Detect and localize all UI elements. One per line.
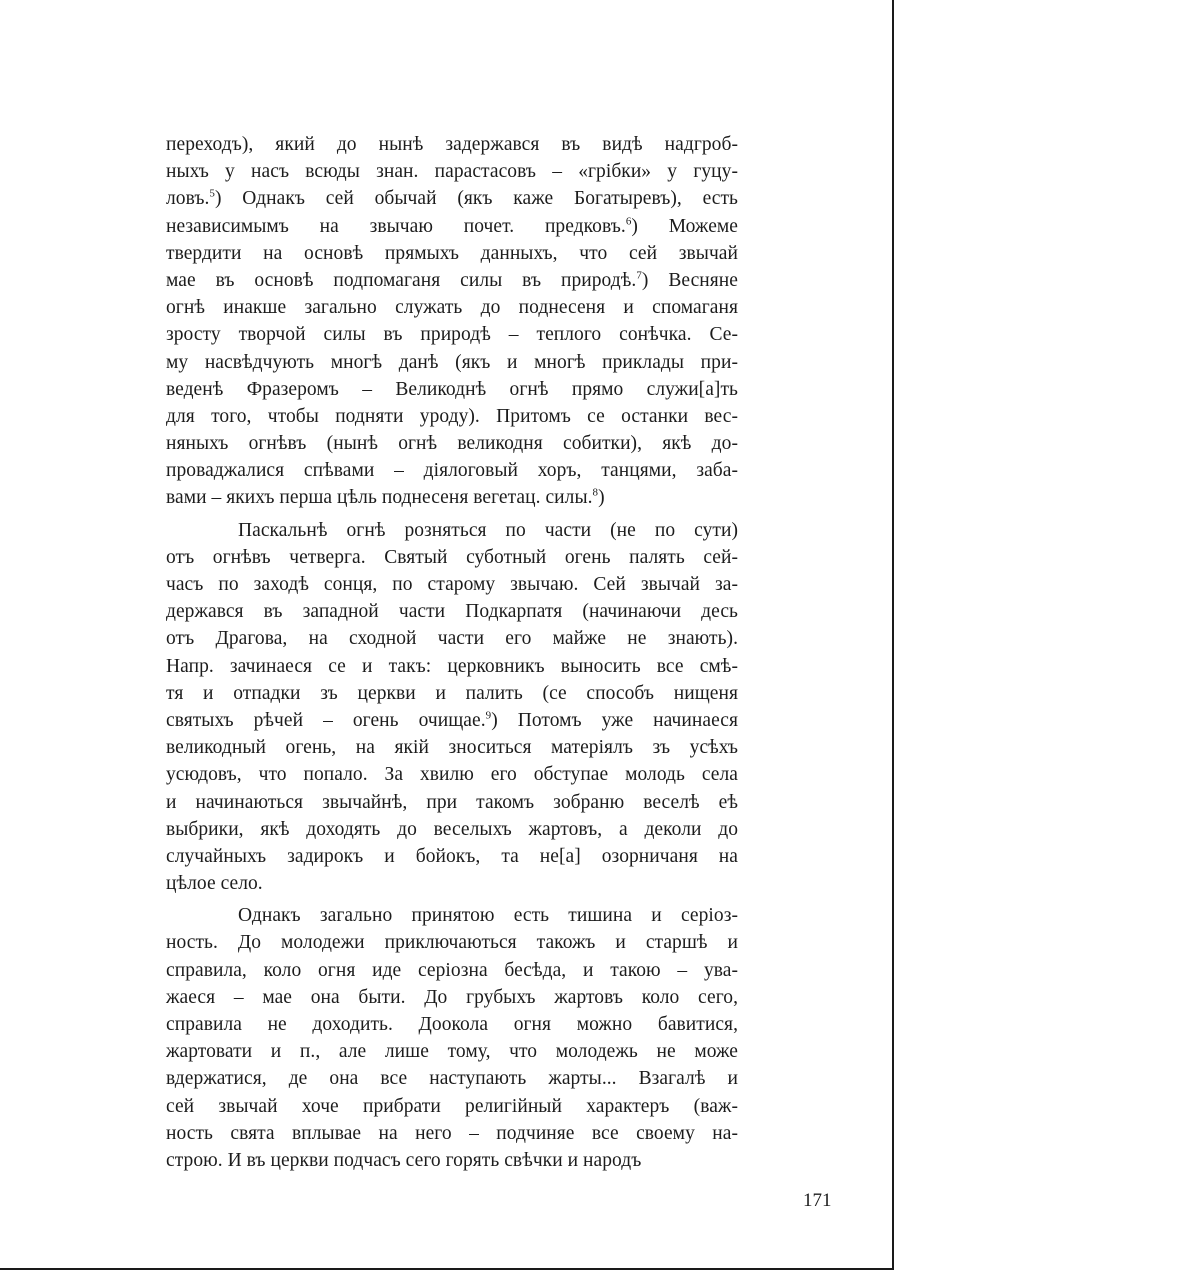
text-line: Напр. зачинаеся се и такъ: церковникъ выносить все смѣ-: [166, 655, 738, 677]
text-line: [166, 484, 738, 511]
text-line: и начинаються звычайнѣ, при такомъ зобраню веселѣ еѣ: [166, 791, 738, 813]
text-line: вдержатися, де она все наступають жарты... Взагалѣ и: [166, 1068, 738, 1090]
text-line: великодный огень, на якій зноситься матеріялъ зъ усѣхъ: [166, 737, 738, 759]
text-line: Однакъ загально принятою есть тишина и серіоз-: [238, 905, 738, 927]
text-line: сей звычай хоче прибрати религійный характеръ (важ-: [166, 1095, 738, 1117]
text-line: отъ Драгова, на сходной части его майже не знають).: [166, 628, 738, 650]
text-line: ныхъ у насъ всюды знан. парастасовъ – «грібки» у гуцу-: [166, 161, 738, 183]
text-line: усюдовъ, что попало. За хвилю его обступае молодь села: [166, 764, 738, 786]
text-line: ность. До молодежи приключаються такожъ и старшѣ и: [166, 932, 738, 954]
text-line: тя и отпадки зъ церкви и палить (се способъ нищеня: [166, 682, 738, 704]
paragraph: [166, 131, 738, 512]
paragraph: [166, 517, 738, 898]
text-line: [166, 707, 738, 734]
text-line: случайныхъ задирокъ и бойокъ, та не[а] озорничаня на: [166, 845, 738, 867]
text-line: строю. И въ церкви подчасъ сего горять свѣчки и народъ: [166, 1149, 642, 1171]
footnote-marker: 7: [636, 269, 642, 282]
line-text: ): [598, 487, 605, 509]
text-line: жаеся – мае она быти. До грубыхъ жартовъ коло сего,: [166, 986, 738, 1008]
line-text: ) Весняне: [641, 269, 738, 291]
footnote-marker: 8: [592, 486, 599, 499]
text-line: [166, 185, 738, 212]
text-line: му насвѣдчують многѣ данѣ (якъ и многѣ приклады при-: [166, 351, 738, 373]
text-line: твердити на основѣ прямыхъ данныхъ, что сей звычай: [166, 242, 738, 264]
text-line: жартовати и п., але лише тому, что молодежь не може: [166, 1041, 738, 1063]
text-line: [166, 267, 738, 294]
page-number: 171: [803, 1190, 832, 1211]
line-text: вами – якихъ перша цѣль поднесеня вегетац. силы.: [166, 487, 593, 509]
line-text: мае въ основѣ подпомаганя силы въ природѣ.: [166, 269, 637, 291]
footnote-marker: 9: [485, 709, 492, 722]
text-line: огнѣ инакше загально служать до поднесеня и спомаганя: [166, 297, 738, 319]
text-line: Паскальнѣ огнѣ розняться по части (не по сути): [238, 519, 738, 541]
text-line: зросту творчой силы въ природѣ – теплого сонѣчка. Се-: [166, 324, 738, 346]
line-text: ) Однакъ сей обычай (якъ каже Богатыревъ), есть: [214, 188, 738, 210]
text-line: веденѣ Фразеромъ – Великоднѣ огнѣ прямо служи[а]ть: [166, 378, 738, 400]
body-text: [166, 131, 738, 1174]
text-line: [166, 213, 738, 240]
line-text: ловъ.: [166, 188, 210, 210]
text-line: переходъ), який до нынѣ задержався въ видѣ надгроб-: [166, 134, 738, 155]
line-text: независимымъ на звычаю почет. предковъ.: [166, 215, 626, 237]
text-line: няныхъ огнѣвъ (нынѣ огнѣ великодня собитки), якѣ до-: [166, 433, 738, 455]
text-line: цѣлое село.: [166, 873, 263, 895]
text-line: для того, чтобы подняти уроду). Притомъ се останки вес-: [166, 405, 738, 427]
text-line: отъ огнѣвъ четверга. Святый суботный огень палять сей-: [166, 546, 738, 568]
text-line: проваджалися спѣвами – діялоговый хоръ, танцями, забa-: [166, 460, 738, 482]
text-line: ность свята вплывае на него – подчиняе все своему на-: [166, 1122, 738, 1144]
line-text: ) Можеме: [631, 215, 738, 237]
footnote-marker: 6: [625, 215, 632, 228]
text-line: выбрики, якѣ доходять до веселыхъ жартовъ, а деколи до: [166, 818, 738, 840]
paragraph: [166, 902, 738, 1174]
footnote-marker: 5: [209, 187, 215, 200]
line-text: святыхъ рѣчей – огень очищае.: [166, 709, 486, 731]
line-text: ) Потомъ уже начинаеся: [491, 709, 738, 731]
text-line: держався въ западной части Подкарпатя (начинаючи десь: [166, 601, 738, 623]
text-line: справила не доходить. Доокола огня можно бавитися,: [166, 1014, 738, 1035]
text-line: часъ по заходѣ сонця, по старому звычаю. Сей звычай за-: [166, 574, 738, 595]
text-line: справила, коло огня иде серіозна бесѣда, и такою – ува-: [166, 959, 738, 981]
